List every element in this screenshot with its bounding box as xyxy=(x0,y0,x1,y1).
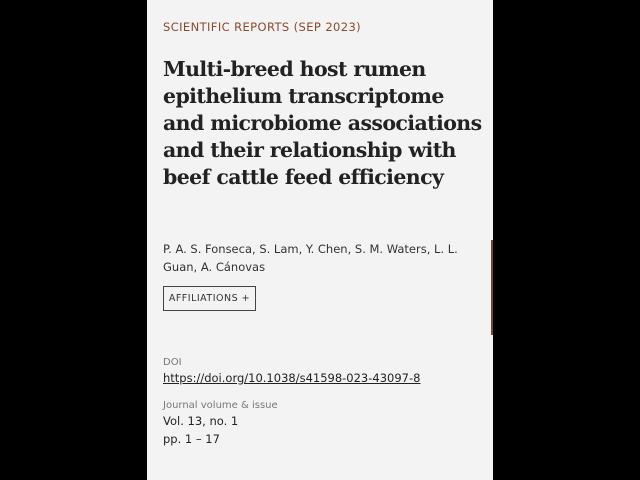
scrollbar[interactable] xyxy=(491,240,493,335)
doi-link[interactable]: https://doi.org/10.1038/s41598-023-43097-8 xyxy=(163,371,421,385)
authors: P. A. S. Fonseca, S. Lam, Y. Chen, S. M. Waters, L. L. Guan, A. Cánovas xyxy=(163,242,458,274)
page-range: pp. 1 – 17 xyxy=(163,432,220,446)
affiliations-button[interactable]: AFFILIATIONS + xyxy=(163,286,256,311)
doi-label: DOI xyxy=(163,357,182,368)
journal-name: SCIENTIFIC REPORTS (SEP 2023) xyxy=(163,20,362,34)
article-panel xyxy=(147,0,493,480)
article-title: Multi-breed host rumen epithelium transcriptome and microbiome associations and their relationship with beef cattle feed efficiency xyxy=(163,57,482,189)
volume-label: Journal volume & issue xyxy=(163,400,278,411)
volume-issue: Vol. 13, no. 1 xyxy=(163,414,239,428)
